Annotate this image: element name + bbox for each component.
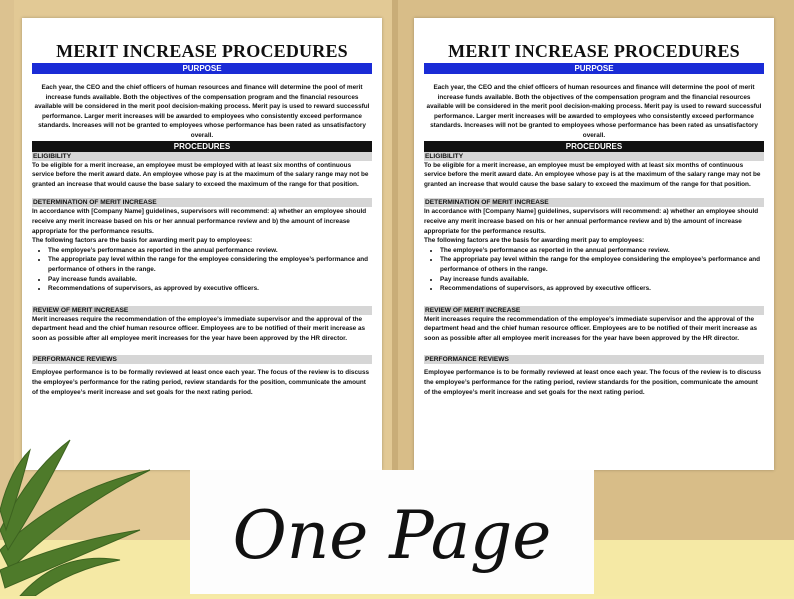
list-item: • Pay increase funds available. xyxy=(440,275,764,285)
factors-list xyxy=(32,246,372,294)
purpose-bar: PURPOSE xyxy=(424,63,764,74)
document-page-right xyxy=(414,18,774,470)
eligibility-text: To be eligible for a merit increase, an employee must be employed with at least six months of continuous service before the merit award date. An employee whose pay is at the maximum of the salary range may not be granted an increase that would cause the base salary to exceed the maximum of the range for that position. xyxy=(32,161,369,188)
list-item: • Recommendations of supervisors, as approved by executive officers. xyxy=(440,284,764,294)
eligibility-heading: ELIGIBILITY xyxy=(32,152,372,161)
purpose-text: Each year, the CEO and the chief officers of human resources and finance will determine the pool of merit increase funds available. Both the objectives of the compensation program and the financial resources available will be considered in the merit pool decision-making process. Merit pay is used to reward successful performance. Larger merit increases will be awarded to employees who consistently exceed performance standards. Increases will not be granted to employees whose performance has been rated as unsatisfactory overall. xyxy=(426,84,762,139)
purpose-text: Each year, the CEO and the chief officers of human resources and finance will determine the pool of merit increase funds available. Both the objectives of the compensation program and the financial resources available will be considered in the merit pool decision-making process. Merit pay is used to reward successful performance. Larger merit increases will be awarded to employees who consistently exceed performance standards. Increases will not be granted to employees whose performance has been rated as unsatisfactory overall. xyxy=(34,84,370,139)
review-heading: REVIEW OF MERIT INCREASE xyxy=(32,306,372,315)
performance-heading: PERFORMANCE REVIEWS xyxy=(32,355,372,364)
list-item: • The appropriate pay level within the range for the employee considering the employee’s performance and performance of others in the range. xyxy=(48,255,372,274)
purpose-bar: PURPOSE xyxy=(32,63,372,74)
eligibility-text: To be eligible for a merit increase, an employee must be employed with at least six months of continuous service before the merit award date. An employee whose pay is at the maximum of the salary range may not be granted an increase that would cause the base salary to exceed the maximum of the range for that position. xyxy=(424,161,761,188)
factors-intro: The following factors are the basis for awarding merit pay to employees: xyxy=(424,237,645,245)
document-title: MERIT INCREASE PROCEDURES xyxy=(56,41,348,61)
performance-text: Employee performance is to be formally reviewed at least once each year. The focus of the review is to discuss the employee’s performance for the rating period, review standards for the position, communicate the amount of the employee’s merit increase and set goals for the next rating period. xyxy=(32,369,370,396)
performance-text: Employee performance is to be formally reviewed at least once each year. The focus of the review is to discuss the employee’s performance for the rating period, review standards for the position, communicate the amount of the employee’s merit increase and set goals for the next rating period. xyxy=(424,369,762,396)
caption-card xyxy=(190,470,594,594)
document-page-left xyxy=(22,18,382,470)
document-title: MERIT INCREASE PROCEDURES xyxy=(448,41,740,61)
review-text: Merit increases require the recommendation of the employee’s immediate supervisor and the approval of the department head and the chief human resource officer. Employees are to be notified of their merit increase as soon as possible after all employee merit increases for the year have been approved by the HR director. xyxy=(424,315,758,342)
list-item: • The employee’s performance as reported in the annual performance review. xyxy=(48,246,372,256)
list-item: • Pay increase funds available. xyxy=(48,275,372,285)
caption-text: One Page xyxy=(232,497,552,574)
caption-script xyxy=(190,470,594,594)
list-item: • Recommendations of supervisors, as approved by executive officers. xyxy=(48,284,372,294)
determination-heading: DETERMINATION OF MERIT INCREASE xyxy=(424,198,764,207)
eligibility-heading: ELIGIBILITY xyxy=(424,152,764,161)
determination-heading: DETERMINATION OF MERIT INCREASE xyxy=(32,198,372,207)
list-item: • The appropriate pay level within the range for the employee considering the employee’s performance and performance of others in the range. xyxy=(440,255,764,274)
procedures-bar: PROCEDURES xyxy=(32,141,372,152)
procedures-bar: PROCEDURES xyxy=(424,141,764,152)
list-item: • The employee’s performance as reported in the annual performance review. xyxy=(440,246,764,256)
palm-leaf-decoration xyxy=(0,430,170,596)
determination-text: In accordance with [Company Name] guidelines, supervisors will recommend: a) whether an employee should receive any merit increase based on his or her annual performance review and b) the amount of increase appropriate for the performance results. xyxy=(424,208,759,235)
determination-text: In accordance with [Company Name] guidelines, supervisors will recommend: a) whether an employee should receive any merit increase based on his or her annual performance review and b) the amount of increase appropriate for the performance results. xyxy=(32,208,367,235)
performance-heading: PERFORMANCE REVIEWS xyxy=(424,355,764,364)
factors-list xyxy=(424,246,764,294)
factors-intro: The following factors are the basis for awarding merit pay to employees: xyxy=(32,237,253,245)
review-heading: REVIEW OF MERIT INCREASE xyxy=(424,306,764,315)
review-text: Merit increases require the recommendation of the employee’s immediate supervisor and the approval of the department head and the chief human resource officer. Employees are to be notified of their merit increase as soon as possible after all employee merit increases for the year have been approved by the HR director. xyxy=(32,315,366,342)
